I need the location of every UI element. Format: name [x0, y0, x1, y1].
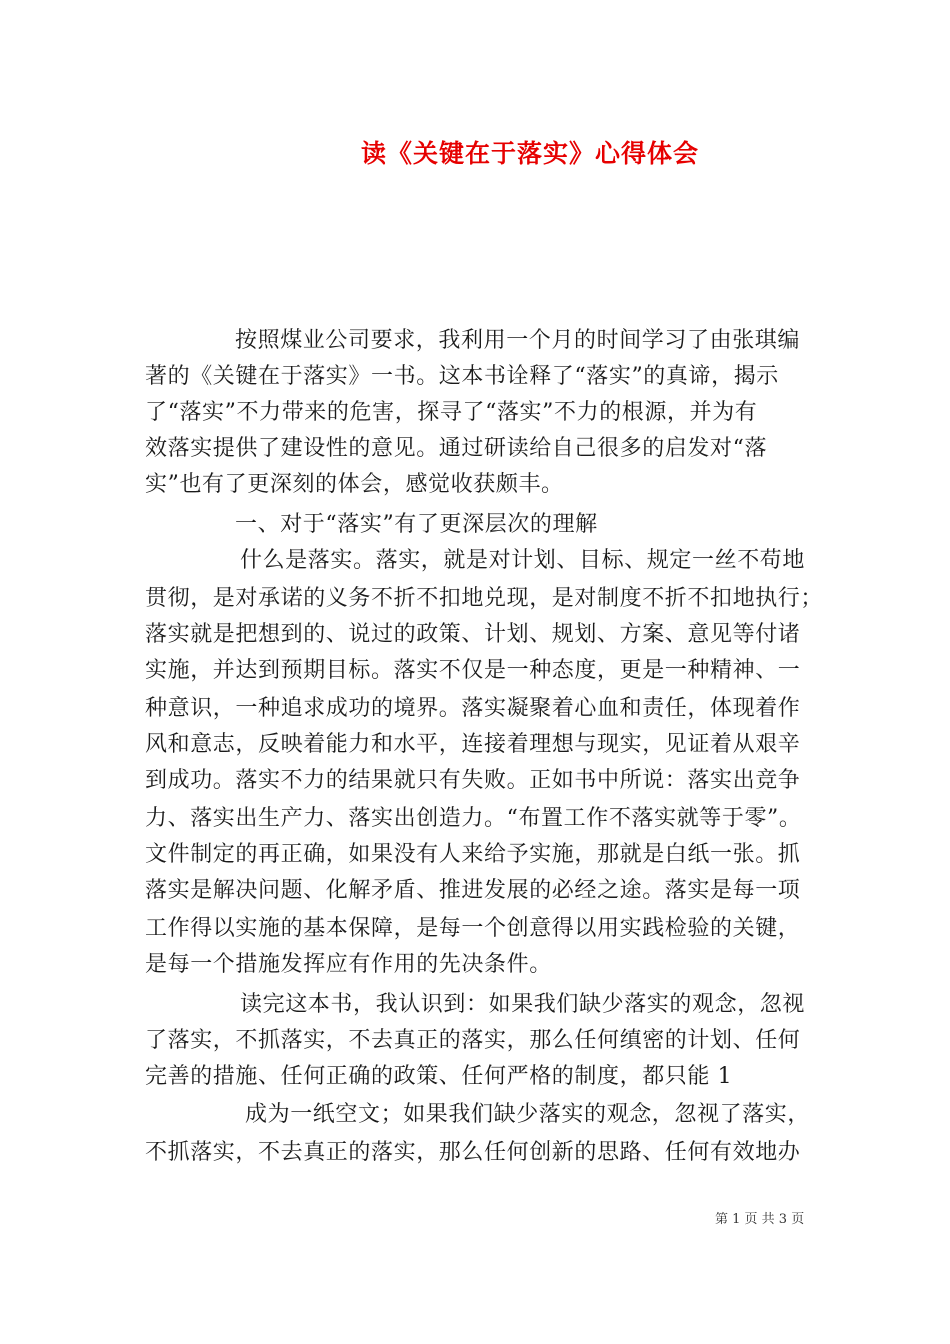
paragraph-4-line-2: 不抓落实，不去真正的落实，那么任何创新的思路、任何有效地办	[145, 1140, 801, 1165]
paragraph-1-line-1: 按照煤业公司要求，我利用一个月的时间学习了由张琪编	[235, 328, 801, 353]
page-number-footer: 第 1 页 共 3 页	[715, 1212, 805, 1227]
paragraph-3-line-2: 了落实，不抓落实，不去真正的落实，那么任何缜密的计划、任何	[145, 1028, 801, 1053]
paragraph-4-line-1: 成为一纸空文；如果我们缺少落实的观念，忽视了落实，	[245, 1102, 811, 1127]
paragraph-2-line-11: 工作得以实施的基本保障，是每一个创意得以用实践检验的关键，	[145, 916, 801, 941]
paragraph-2-line-8: 力、落实出生产力、落实出创造力。“布置工作不落实就等于零”。	[145, 806, 802, 831]
paragraph-2-line-2: 贯彻，是对承诺的义务不折不扣地兑现，是对制度不折不扣地执行；	[145, 586, 824, 611]
paragraph-1-line-2: 著的《关键在于落实》一书。这本书诠释了“落实”的真谛，揭示	[145, 364, 779, 389]
paragraph-2-line-9: 文件制定的再正确，如果没有人来给予实施，那就是白纸一张。抓	[145, 842, 801, 867]
paragraph-3-line-3: 完善的措施、任何正确的政策、任何严格的制度，都只能 1	[145, 1064, 733, 1089]
section-heading-1: 一、对于“落实”有了更深层次的理解	[235, 512, 598, 537]
paragraph-2-line-1: 什么是落实。落实，就是对计划、目标、规定一丝不苟地	[240, 548, 806, 573]
paragraph-2-line-4: 实施，并达到预期目标。落实不仅是一种态度，更是一种精神、一	[145, 658, 801, 683]
paragraph-1-line-4: 效落实提供了建设性的意见。通过研读给自己很多的启发对“落	[145, 436, 768, 461]
paragraph-2-line-12: 是每一个措施发挥应有作用的先决条件。	[145, 952, 552, 977]
paragraph-2-line-10: 落实是解决问题、化解矛盾、推进发展的必经之途。落实是每一项	[145, 878, 801, 903]
paragraph-2-line-5: 种意识，一种追求成功的境界。落实凝聚着心血和责任，体现着作	[145, 696, 801, 721]
paragraph-2-line-6: 风和意志，反映着能力和水平，连接着理想与现实，见证着从艰辛	[145, 732, 801, 757]
paragraph-1-line-5: 实”也有了更深刻的体会，感觉收获颇丰。	[145, 472, 564, 497]
paragraph-1-line-3: 了“落实”不力带来的危害，探寻了“落实”不力的根源，并为有	[145, 400, 758, 425]
paragraph-2-line-7: 到成功。落实不力的结果就只有失败。正如书中所说：落实出竞争	[145, 768, 801, 793]
paragraph-2-line-3: 落实就是把想到的、说过的政策、计划、规划、方案、意见等付诸	[145, 622, 801, 647]
document-title: 读《关键在于落实》心得体会	[360, 139, 699, 168]
paragraph-3-line-1: 读完这本书，我认识到：如果我们缺少落实的观念，忽视	[240, 992, 806, 1017]
